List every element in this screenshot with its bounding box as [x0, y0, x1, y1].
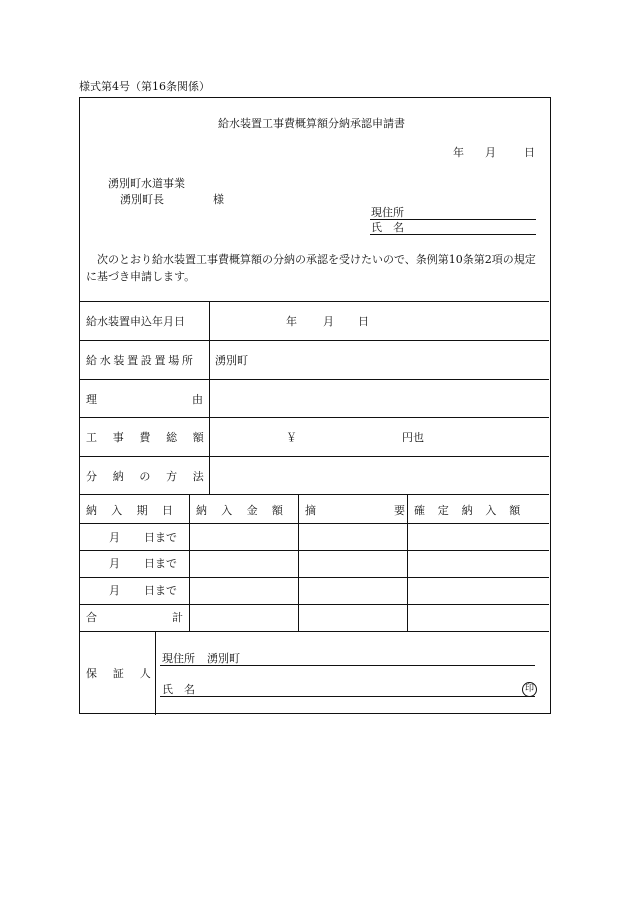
guarantor-address-line[interactable] [160, 665, 535, 666]
application-month-label: 月 [323, 315, 334, 328]
confirmed-amount-header: 確定納入額 [414, 504, 533, 517]
application-date-label [86, 316, 203, 327]
divider-row-2 [80, 379, 549, 380]
applicant-name-line[interactable] [370, 234, 536, 235]
divider-installment-2 [80, 577, 549, 578]
divider-row-4 [80, 456, 549, 457]
applicant-address-line[interactable] [370, 219, 536, 220]
guarantor-label: 保証人 [86, 667, 167, 680]
installment-1-month: 月 [109, 531, 120, 544]
addressee-organization: 湧別町水道事業 [108, 177, 185, 190]
date-month-label: 月 [485, 146, 496, 159]
divider-header [80, 301, 549, 302]
total-cost-label: 工事費総額 [86, 431, 220, 444]
installment-2-month: 月 [109, 557, 120, 570]
addressee-honorific: 様 [213, 193, 224, 206]
reason-label-end: 由 [192, 393, 203, 406]
guarantor-address-label: 現住所 [162, 652, 195, 665]
guarantor-name-label: 氏 名 [162, 683, 195, 696]
installment-column-1 [189, 495, 190, 631]
divider-row-5 [80, 494, 549, 495]
divider-row-3 [80, 417, 549, 418]
applicant-name-label: 氏 名 [371, 221, 404, 234]
installment-2-day: 日まで [144, 557, 177, 570]
installment-3-month: 月 [109, 584, 120, 597]
divider-installment-3 [80, 604, 549, 605]
application-year-label: 年 [286, 315, 297, 328]
divider-row-1 [80, 340, 549, 341]
seal-mark-icon: 印 [522, 682, 537, 697]
divider-installment-1 [80, 550, 549, 551]
guarantor-name-line[interactable] [160, 696, 535, 697]
total-row-label-start: 合 [86, 611, 97, 624]
guarantor-address-value[interactable]: 湧別町 [207, 652, 240, 665]
date-day-label: 日 [524, 146, 535, 159]
application-form [79, 97, 551, 714]
reason-label-start: 理 [86, 393, 97, 406]
form-title: 給水装置工事費概算額分納承認申請書 [218, 117, 405, 130]
installment-column-3 [407, 495, 408, 631]
total-row-label-end: 計 [172, 611, 183, 624]
installment-1-day: 日まで [144, 531, 177, 544]
remarks-header-start: 摘 [305, 504, 316, 517]
application-day-label: 日 [358, 315, 369, 328]
label-column-divider [209, 301, 210, 495]
installment-3-day: 日まで [144, 584, 177, 597]
form-number-label: 様式第4号（第16条関係） [79, 80, 210, 93]
date-year-label: 年 [453, 146, 464, 159]
installation-location-value[interactable]: 湧別町 [215, 354, 248, 367]
remarks-header-end: 要 [394, 504, 405, 517]
divider-installment-header [80, 523, 549, 524]
installation-location-label: 給水装置設置場所 [86, 354, 196, 367]
yen-unit-label: 円也 [402, 431, 424, 444]
installment-amount-header: 納入金額 [196, 504, 298, 517]
payment-method-label: 分納の方法 [86, 470, 220, 483]
addressee-title: 湧別町長 [120, 193, 164, 206]
installment-date-header: 納入期日 [86, 504, 188, 517]
application-statement: 次のとおり給水装置工事費概算額の分納の承認を受けたいので、条例第10条第2項の規定に基づき申請します。 [86, 253, 536, 283]
yen-symbol: ￥ [286, 431, 297, 444]
divider-total [80, 631, 549, 632]
applicant-address-label: 現住所 [371, 206, 404, 219]
application-date-label-text: 給水装置申込年月日 [86, 315, 185, 328]
installment-column-2 [298, 495, 299, 631]
